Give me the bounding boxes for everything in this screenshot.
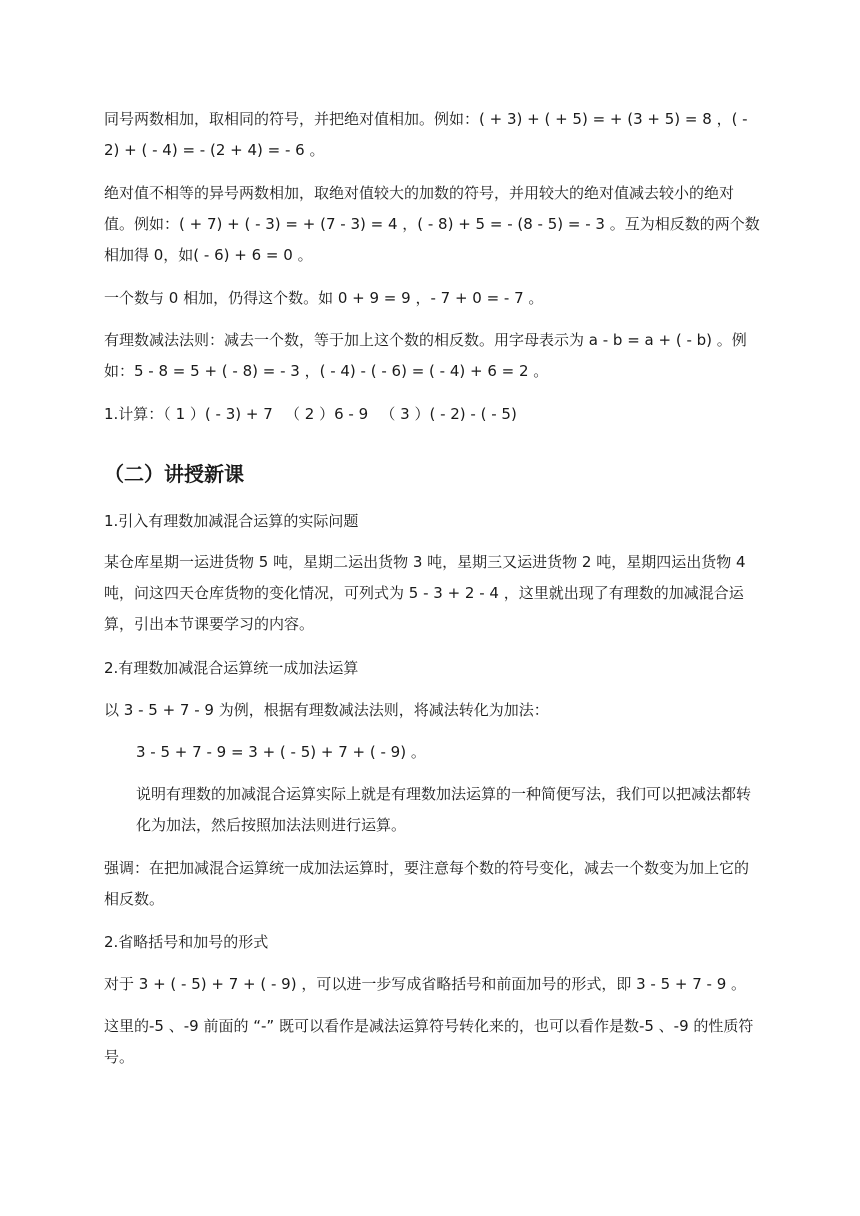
subsection-title-2: 2.有理数加减混合运算统一成加法运算 [104,659,359,677]
paragraph-sign-meaning: 这里的-5 、-9 前面的 “-” 既可以看作是减法运算符号转化来的，也可以看作是数-5 、-9 的性质符号。 [104,1017,754,1066]
section-heading: （二）讲授新课 [104,462,244,486]
paragraph-explanation: 说明有理数的加减混合运算实际上就是有理数加法运算的一种简便写法，我们可以把减法都转化为加法，然后按照加法法则进行运算。 [136,785,752,834]
subsection-title-1: 1.引入有理数加减混合运算的实际问题 [104,512,359,530]
paragraph-example-intro: 以 3 - 5 + 7 - 9 为例，根据有理数减法法则，将减法转化为加法： [104,701,549,719]
subsection-title-3: 2.省略括号和加号的形式 [104,933,269,951]
paragraph-add-zero: 一个数与 0 相加，仍得这个数。如 0 + 9 = 9 ，- 7 + 0 = - 7 。 [104,289,544,307]
paragraph-omit-brackets: 对于 3 + ( - 5) + 7 + ( - 9) ，可以进一步写成省略括号和前面加号的形式，即 3 - 5 + 7 - 9 。 [104,975,747,993]
paragraph-exercise: 1.计算：（ 1 ）( - 3) + 7 （ 2 ）6 - 9 （ 3 ）( - 2) - ( - 5) [104,405,517,423]
paragraph-same-sign-addition: 同号两数相加，取相同的符号，并把绝对值相加。例如：( + 3) + ( + 5) = + (3 + 5) = 8 ，( - 2) + ( - 4) = - (2 + 4) = - 6 。 [104,110,748,159]
paragraph-warehouse-problem: 某仓库星期一运进货物 5 吨，星期二运出货物 3 吨，星期三又运进货物 2 吨，星期四运出货物 4 吨，问这四天仓库货物的变化情况，可列式为 5 - 3 + 2 - 4 ，这里就出现了有理数的加减混合运算，引出本节课要学习的内容。 [104,553,746,633]
paragraph-different-sign-addition: 绝对值不相等的异号两数相加，取绝对值较大的加数的符号，并用较大的绝对值减去较小的绝对值。例如：( + 7) + ( - 3) = + (7 - 3) = 4 ，( - 8) + 5 = - (8 - 5) = - 3 。互为相反数的两个数相加得 0，如( - 6) + 6 = 0 。 [104,184,760,264]
paragraph-emphasis: 强调：在把加减混合运算统一成加法运算时，要注意每个数的符号变化，减去一个数变为加上它的相反数。 [104,859,750,908]
formula-line: 3 - 5 + 7 - 9 = 3 + ( - 5) + 7 + ( - 9) 。 [136,743,426,761]
paragraph-subtraction-rule: 有理数减法法则：减去一个数，等于加上这个数的相反数。用字母表示为 a - b = a + ( - b) 。例如：5 - 8 = 5 + ( - 8) = - 3 ，( - 4) - ( - 6) = ( - 4) + 6 = 2 。 [104,331,747,380]
